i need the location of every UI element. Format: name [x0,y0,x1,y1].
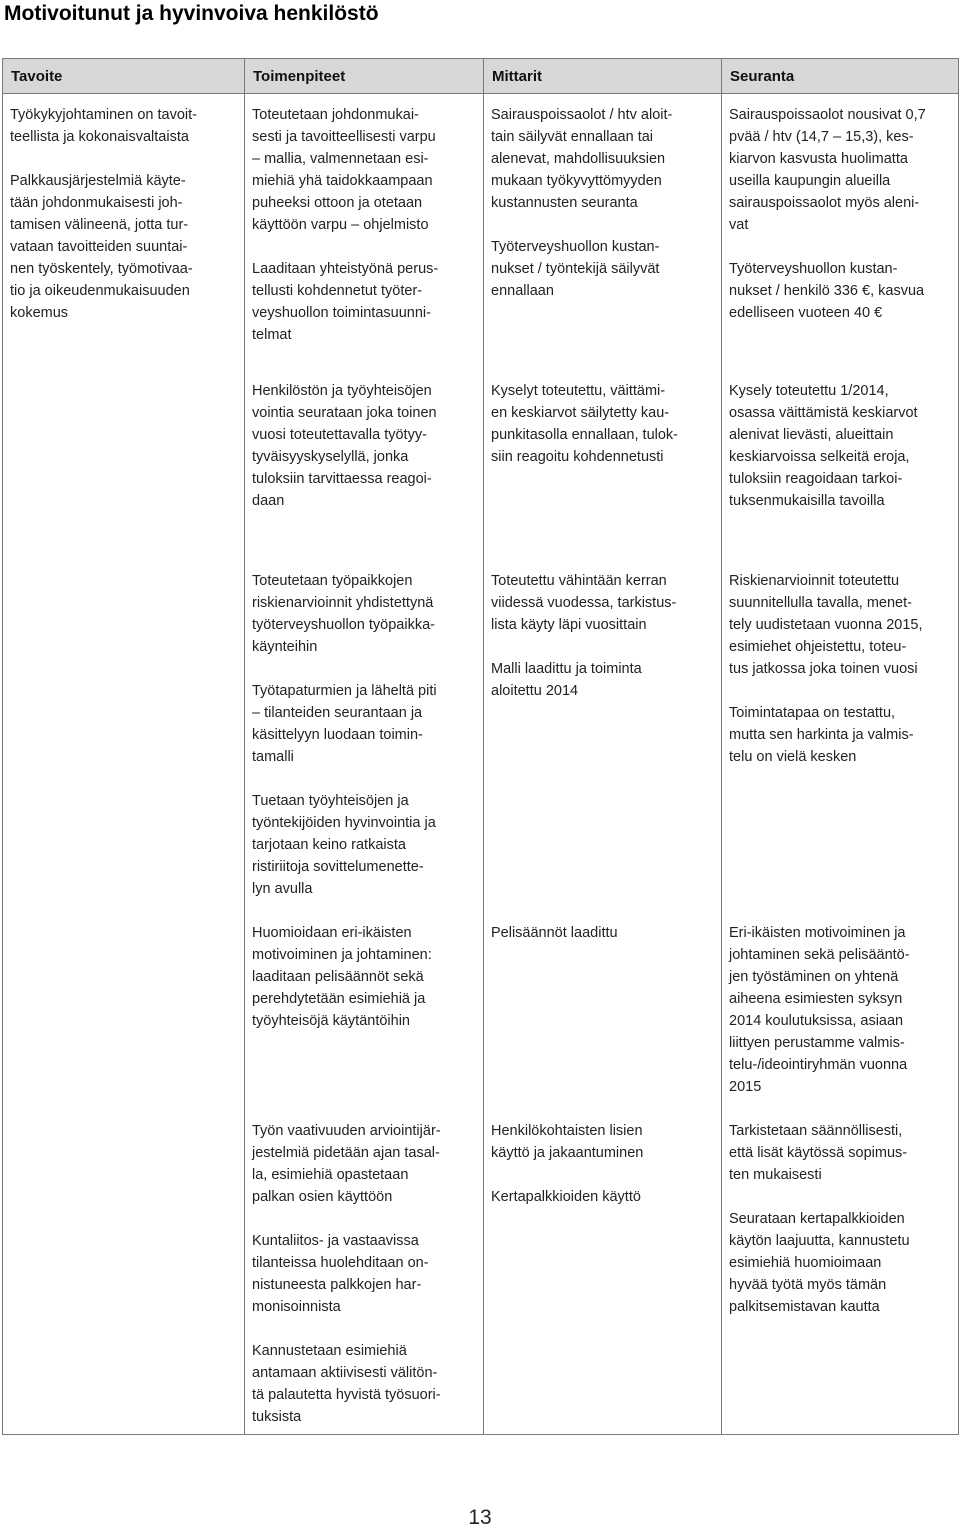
metric-text: Henkilökohtaisten lisien käyttö ja jakaantuminen [491,1123,644,1161]
measure-text: Henkilöstön ja työyhteisöjen vointia seurataan joka toinen vuosi toteutettavalla työtyy- tyväisyyskyselyllä, jonka tuloksiin tarvittaessa reagoi- daan [252,383,437,509]
header-mittarit: Mittarit [484,59,722,94]
page-title: Motivoitunut ja hyvinvoiva henkilöstö [4,2,379,25]
followup-text: Työterveyshuollon kustan- nukset / henkilö 336 €, kasvua edelliseen vuoteen 40 € [729,261,925,321]
followup-text: Sairauspoissaolot nousivat 0,7 pvää / htv (14,7 – 15,3), kes- kiarvon kasvusta huolimatta useilla kaupungin alueilla sairauspoissaolot myös aleni- vat [729,107,926,233]
measure-text: Kuntaliitos- ja vastaavissa tilanteissa huolehditaan on- nistuneesta palkkojen har- monisoinnista [252,1233,429,1315]
measure-text: Työn vaativuuden arviointijär- jestelmiä pidetään ajan tasal- la, esimiehiä opastetaan palkan osien käyttöön [252,1123,441,1205]
metric-text: Kertapalkkioiden käyttö [491,1189,641,1205]
measure-text: Laaditaan yhteistyönä perus- tellusti kohdennetut työter- veyshuollon toimintasuunni- telmat [252,261,439,343]
measure-text: Toteutetaan johdonmukai- sesti ja tavoitteellisesti varpu – mallia, valmennetaan esi- miehiä yhä taidokkaampaan puheeksi ottoon ja otetaan käyttöön varpu – ohjelmisto [252,107,436,233]
measure-text: Työtapaturmien ja läheltä piti – tilanteiden seurantaan ja käsittelyyn luodaan toimin- tamalli [252,683,437,765]
table-header-row [3,59,959,94]
followup-text: Eri-ikäisten motivoiminen ja johtaminen sekä pelisääntö- jen työstäminen on yhtenä aiheena esimiesten syksyn 2014 koulutuksissa, asiaan liittyen perustamme valmis- telu-/ideointiryhmän vuonna 2015 [729,925,910,1095]
goal-text: Työkykyjohtaminen on tavoit- teellista ja kokonaisvaltaista Palkkausjärjestelmiä käyte- tään johdonmukaisesti joh- tamisen välineenä, jotta tur- vataan tavoitteiden suuntai- nen työskentely, työmotivaa- tio ja oikeudenmukaisuuden kokemus [10,107,197,321]
header-seuranta: Seuranta [722,59,959,94]
metric-text: Toteutettu vähintään kerran viidessä vuodessa, tarkistus- lista käyty läpi vuosittain [491,573,677,633]
table-row [3,94,959,1435]
followup-text: Toimintatapaa on testattu, mutta sen harkinta ja valmis- telu on vielä kesken [729,705,914,765]
followup-text: Tarkistetaan säännöllisesti, että lisät käytössä sopimus- ten mukaisesti [729,1123,908,1183]
measure-text: Kannustetaan esimiehiä antamaan aktiivisesti välitön- tä palautetta hyvistä työsuori- tuksista [252,1343,441,1425]
metrics-cell [484,94,722,1435]
measure-text: Tuetaan työyhteisöjen ja työntekijöiden hyvinvointia ja tarjotaan keino ratkaista ristiriitoja sovittelumenette- lyn avulla [252,793,436,897]
followup-text: Seurataan kertapalkkioiden käytön laajuutta, kannustetu esimiehiä huomioimaan hyvää työtä myös tämän palkitsemistavan kautta [729,1211,910,1315]
metric-text: Työterveyshuollon kustan- nukset / työntekijä säilyvät ennallaan [491,239,660,299]
page-number: 13 [468,1506,492,1529]
metric-text: Sairauspoissaolot / htv aloit- tain säilyvät ennallaan tai alenevat, mahdollisuuksien mukaan työkyvyttömyyden kustannusten seuranta [491,107,673,211]
plan-table [2,58,959,1435]
followup-text: Kysely toteutettu 1/2014, osassa väittämistä keskiarvot alenivat lievästi, alueittain keskiarvoissa selkeitä eroja, tuloksiin reagoidaan tarkoi- tuksenmukaisilla tavoilla [729,383,918,509]
measure-text: Toteutetaan työpaikkojen riskienarvioinnit yhdistettynä työterveyshuollon työpaikka- käynteihin [252,573,435,655]
header-tavoite: Tavoite [3,59,245,94]
followup-text: Riskienarvioinnit toteutettu suunnitellulla tavalla, menet- tely uudistetaan vuonna 2015, esimiehet ohjeistettu, toteu- tus jatkossa joka toinen vuosi [729,573,923,677]
metric-text: Malli laadittu ja toiminta aloitettu 2014 [491,661,642,699]
metric-text: Kyselyt toteutettu, väittämi- en keskiarvot säilytetty kau- punkitasolla ennallaan, tulok- siin reagoitu kohdennetusti [491,383,679,465]
metric-text: Pelisäännöt laadittu [491,925,618,941]
measures-cell [245,94,484,1435]
header-toimenpiteet: Toimenpiteet [245,59,484,94]
followup-cell [722,94,959,1435]
measure-text: Huomioidaan eri-ikäisten motivoiminen ja johtaminen: laaditaan pelisäännöt sekä perehdytetään esimiehiä ja työyhteisöjä käytäntöihin [252,925,432,1029]
goal-cell [3,94,245,1435]
